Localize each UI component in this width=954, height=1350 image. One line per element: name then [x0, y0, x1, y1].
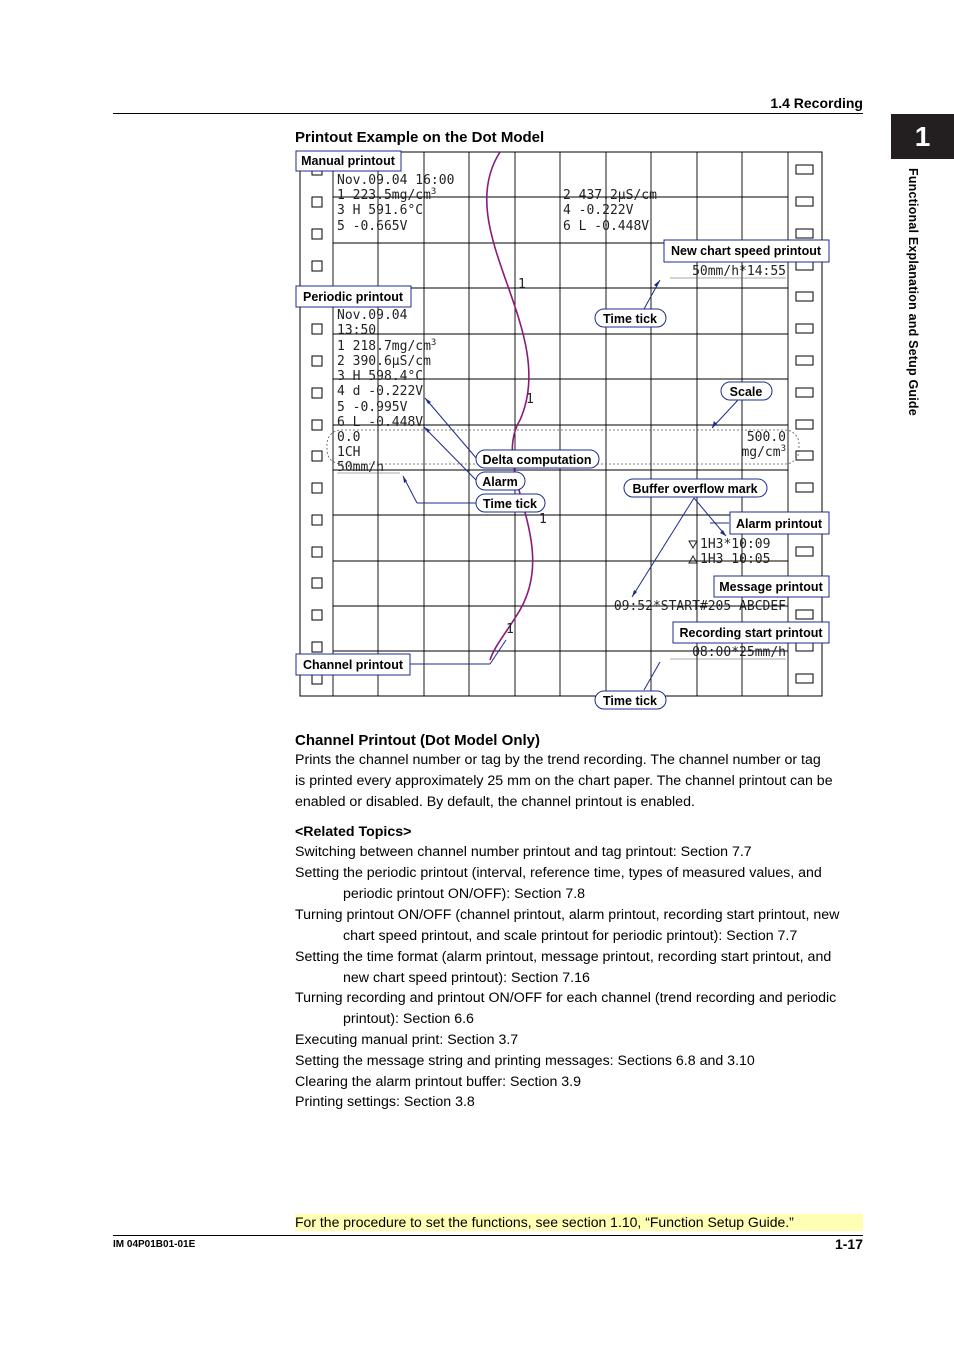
callout-new-chart-speed-printout [664, 240, 829, 262]
trace-channel-mark: 1 [539, 512, 547, 527]
page-number: 1-17 [834, 1236, 863, 1252]
svg-text:Time tick: Time tick [483, 497, 537, 511]
svg-text:Periodic printout: Periodic printout [303, 290, 403, 304]
alarm-on-triangle-icon [689, 556, 697, 563]
periodic-row6: 6 L -0.448V [337, 415, 424, 430]
callout-scale [721, 382, 772, 400]
scale-right-value: 500.0 [746, 430, 786, 445]
alarm-off-triangle-icon [689, 541, 697, 548]
manual-ch1: 1 $223.5mg/cm^3$ [337, 187, 437, 203]
periodic-date: Nov.09.04 [337, 308, 408, 323]
alarm-line-1: 1H3*10:09 [700, 537, 771, 552]
periodic-row5: 5 -0.995V [337, 400, 408, 415]
callout-alarm-printout [730, 512, 829, 534]
periodic-row4: 4 d -0.222V [337, 384, 424, 399]
callout-time-tick-middle [476, 494, 545, 512]
related-topic-item: Executing manual print: Section 3.7 [295, 1032, 519, 1048]
manual-date: Nov.09.04 16:00 [337, 173, 455, 188]
footer-rule [113, 1235, 863, 1236]
svg-text:New chart speed printout: New chart speed printout [670, 244, 822, 258]
related-topics-heading: <Related Topics> [295, 824, 412, 840]
body-line: Prints the channel number or tag by the trend recording. The channel number or tag [295, 752, 821, 768]
callout-channel-printout [296, 654, 410, 675]
related-topic-item: Clearing the alarm printout buffer: Section 3.9 [295, 1074, 582, 1090]
related-topic-item: Setting the time format (alarm printout, message printout, recording start printout, and new chart speed printout): Section 7.16 [295, 949, 832, 986]
svg-text:Alarm: Alarm [482, 475, 518, 489]
callout-buffer-overflow-mark [624, 479, 767, 497]
manual-ch4: 4 -0.222V [563, 203, 634, 218]
document-id: IM 04P01B01-01E [113, 1239, 196, 1250]
channel-section-heading: Channel Printout (Dot Model Only) [295, 732, 540, 749]
callout-message-printout [714, 576, 829, 597]
scale-speed: 50mm/h [337, 460, 384, 475]
channel-section-body [295, 750, 865, 812]
new-speed-text: 50mm/h*14:55 [692, 264, 786, 279]
body-line: is printed every approximately 25 mm on the chart paper. The channel printout can be [295, 772, 833, 789]
callout-periodic-printout [296, 286, 411, 307]
manual-ch2: 2 437.2µS/cm [563, 188, 657, 203]
scale-right-unit: $mg/cm^3$ [741, 444, 786, 460]
manual-ch3: 3 H 591.6°C [337, 203, 424, 218]
callout-delta-computation [476, 450, 599, 468]
related-topic-item: Setting the message string and printing messages: Sections 6.8 and 3.10 [295, 1053, 755, 1069]
periodic-time: 13:50 [337, 323, 377, 338]
section-title: 1.4 Recording [770, 95, 863, 111]
svg-text:Scale: Scale [729, 385, 763, 399]
chapter-side-tab: Functional Explanation and Setup Guide [906, 168, 920, 416]
figure-title: Printout Example on the Dot Model [295, 129, 545, 146]
leader-arrowheads [403, 280, 726, 597]
callout-recording-start-printout [673, 622, 829, 643]
related-topic-item: Turning printout ON/OFF (channel printout, alarm printout, recording start printout, new chart speed printout, and scale printout for periodic printout): Section 7.7 [295, 907, 840, 944]
svg-text:Time tick: Time tick [603, 312, 657, 326]
related-topic-item: Setting the periodic printout (interval, reference time, types of measured values, and periodic printout ON/OFF): Section 7.8 [295, 865, 822, 902]
scale-left-unit: 1CH [337, 445, 361, 460]
periodic-row2: 2 390.6µS/cm [337, 354, 431, 369]
related-topic-item: Printing settings: Section 3.8 [295, 1094, 475, 1110]
periodic-row1: 1 $218.7mg/cm^3$ [337, 338, 437, 354]
svg-text:Buffer overflow mark: Buffer overflow mark [632, 482, 758, 496]
callout-time-tick-bottom [595, 691, 666, 709]
trace-channel-mark: 1 [526, 392, 534, 407]
svg-text:Alarm printout: Alarm printout [735, 517, 823, 531]
periodic-row3: 3 H 598.4°C [337, 369, 424, 384]
svg-text:Time tick: Time tick [603, 694, 657, 708]
related-topic-item: Turning recording and printout ON/OFF for each channel (trend recording and periodic printout): Section 6.6 [295, 990, 837, 1027]
trace-channel-mark: 1 [506, 622, 514, 637]
svg-text:Recording start printout: Recording start printout [679, 626, 823, 640]
trace-channel-mark: 1 [518, 277, 526, 292]
svg-text:Manual printout: Manual printout [301, 154, 395, 168]
svg-text:Channel printout: Channel printout [303, 658, 403, 672]
related-topic-item: Switching between channel number printout and tag printout: Section 7.7 [295, 844, 752, 860]
left-sprocket-holes [312, 165, 322, 684]
manual-ch6: 6 L -0.448V [563, 219, 650, 234]
alarm-line-2: 1H3 10:05 [700, 552, 771, 567]
function-setup-note: For the procedure to set the functions, see section 1.10, “Function Setup Guide.” [295, 1214, 863, 1231]
chapter-number-box: 1 [891, 114, 954, 159]
callout-manual-printout [296, 151, 401, 171]
scale-left-value: 0.0 [337, 430, 361, 445]
callout-time-tick-top [595, 309, 666, 327]
body-line: enabled or disabled. By default, the channel printout is enabled. [295, 793, 695, 810]
callout-alarm [476, 472, 525, 490]
svg-text:Message printout: Message printout [719, 580, 823, 594]
manual-ch5: 5 -0.665V [337, 219, 408, 234]
message-line: 09:52*START#205 ABCDEF [613, 599, 786, 614]
recording-start-line: 08:00*25mm/h [692, 645, 786, 660]
svg-text:Delta computation: Delta computation [482, 453, 592, 467]
